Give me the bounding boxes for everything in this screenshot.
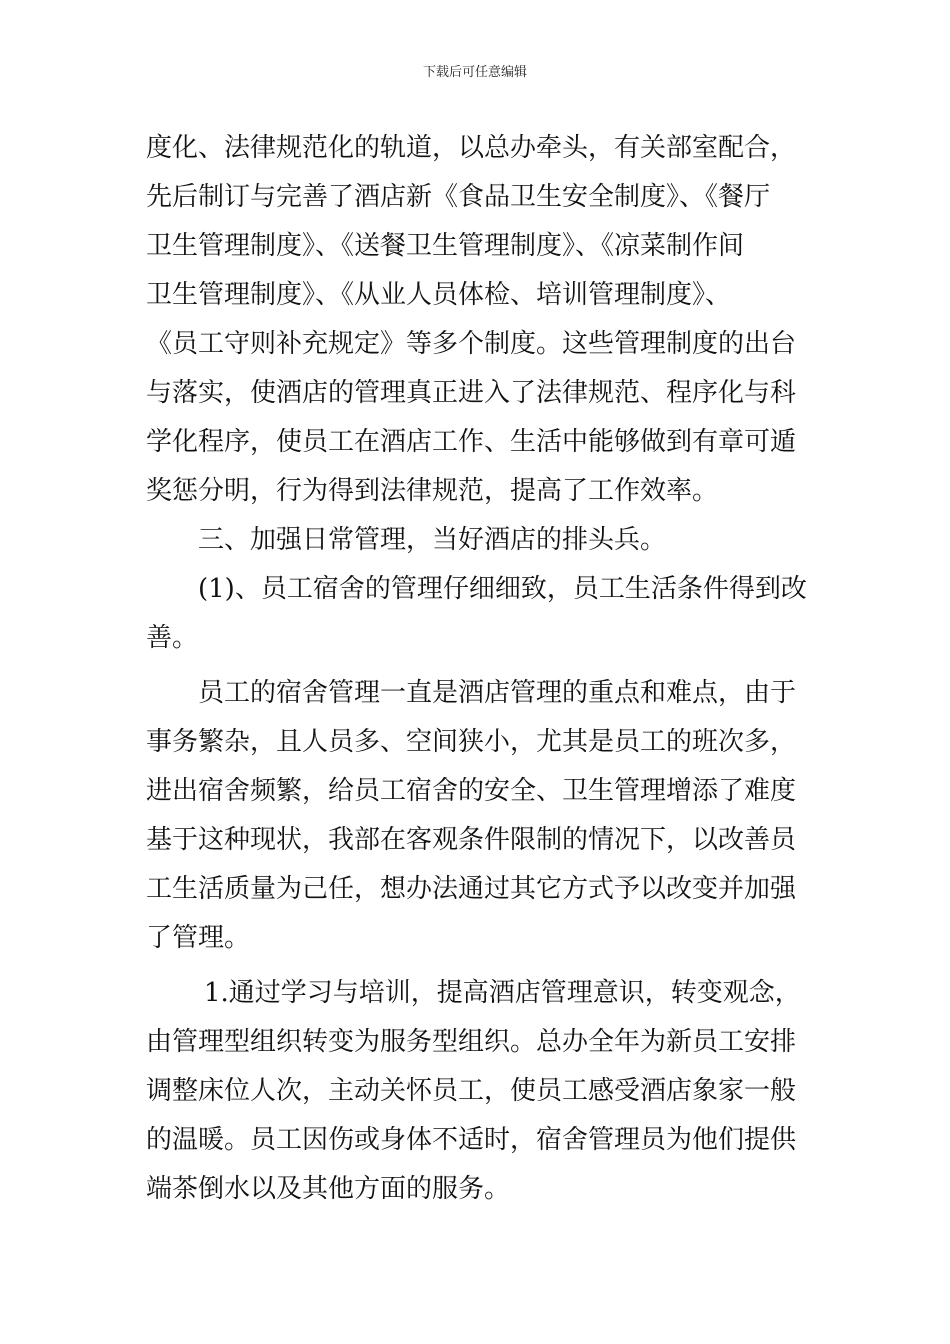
text-line: 卫生管理制度》、《送餐卫生管理制度》、《凉菜制作间 — [146, 231, 745, 261]
text-line: 了管理。 — [146, 923, 251, 953]
text-line: 学化程序，使员工在酒店工作、生活中能够做到有章可遁 — [146, 427, 797, 457]
text-line: 先后制订与完善了酒店新《食品卫生安全制度》、《餐厅 — [146, 182, 771, 212]
text-line: 进出宿舍频繁，给员工宿舍的安全、卫生管理增添了难度 — [146, 776, 797, 806]
document-body — [146, 124, 810, 1214]
paragraph-start-line: 员工的宿舍管理一直是酒店管理的重点和难点，由于 — [198, 678, 797, 708]
page-header-note: 下载后可任意编辑 — [422, 65, 527, 80]
numbered-item-line: 1.通过学习与培训，提高酒店管理意识，转变观念， — [204, 978, 801, 1008]
text-line: 由管理型组织转变为服务型组织。总办全年为新员工安排 — [146, 1027, 797, 1057]
text-line: 调整床位人次，主动关怀员工，使员工感受酒店象家一般 — [146, 1076, 797, 1106]
text-line: 《员工守则补充规定》等多个制度。这些管理制度的出台 — [146, 329, 797, 359]
text-line: 基于这种现状，我部在客观条件限制的情况下，以改善员 — [146, 825, 797, 855]
text-line: 卫生管理制度》、《从业人员体检、培训管理制度》、 — [146, 280, 732, 310]
section-heading: 三、加强日常管理，当好酒店的排头兵。 — [198, 525, 667, 555]
text-line: 工生活质量为己任，想办法通过其它方式予以改变并加强 — [146, 874, 797, 904]
text-line: 端茶倒水以及其他方面的服务。 — [146, 1174, 511, 1204]
text-line: 与落实，使酒店的管理真正进入了法律规范、程序化与科 — [146, 378, 797, 408]
text-line: 事务繁杂，且人员多、空间狭小，尤其是员工的班次多， — [146, 727, 797, 757]
subsection-heading: (1)、员工宿舍的管理仔细细致，员工生活条件得到改 — [198, 574, 807, 604]
text-line: 的温暖。员工因伤或身体不适时，宿舍管理员为他们提供 — [146, 1125, 797, 1155]
text-line: 度化、法律规范化的轨道，以总办牵头，有关部室配合， — [146, 133, 797, 163]
text-line: 善。 — [146, 623, 199, 653]
text-line: 奖惩分明，行为得到法律规范，提高了工作效率。 — [146, 476, 719, 506]
